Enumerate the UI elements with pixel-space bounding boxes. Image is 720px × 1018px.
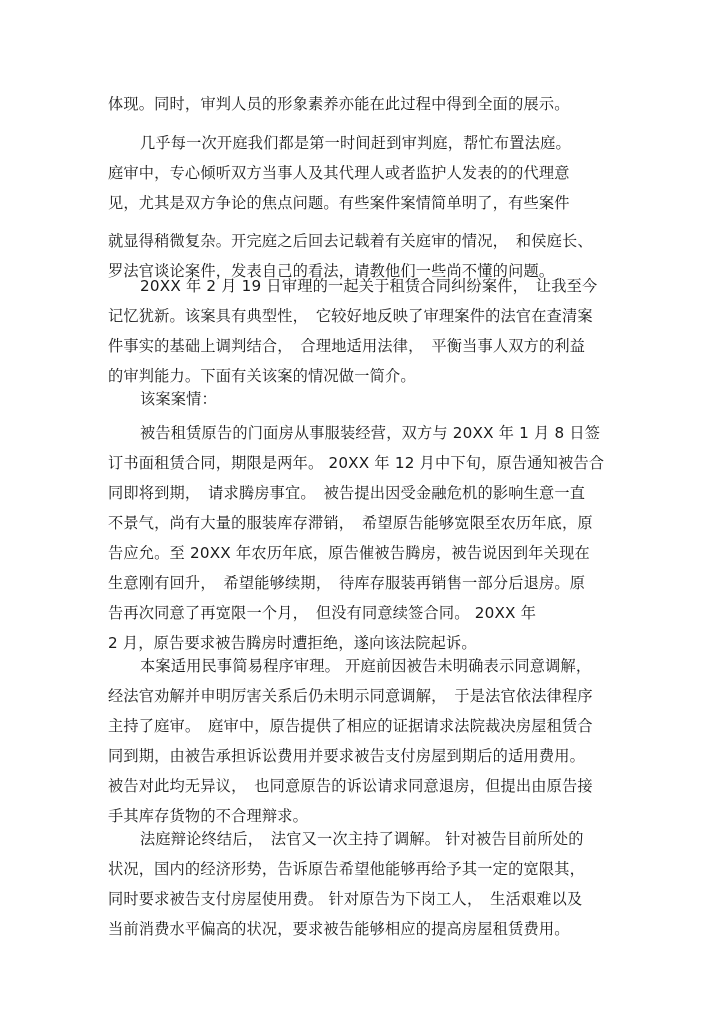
text-line: 2 月，原告要求被告腾房时遭拒绝，遂向该法院起诉。 — [108, 634, 477, 652]
text-line: 同到期，由被告承担诉讼费用并要求被告支付房屋到期后的适用费用。 — [108, 747, 586, 765]
text-line: 记忆犹新。该案具有典型性， 它较好地反映了审理案件的法官在查清案 — [108, 307, 593, 325]
text-line: 主持了庭审。 庭审中，原告提供了相应的证据请求法院裁决房屋租赁合 — [108, 717, 593, 735]
text-line: 经法官劝解并申明厉害关系后仍未明示同意调解， 于是法官依法律程序 — [108, 687, 593, 705]
text-line: 当前消费水平偏高的状况，要求被告能够相应的提高房屋租赁费用。 — [108, 920, 570, 938]
text-line: 告应允。至 20XX 年农历年底，原告催被告腾房，被告说因到年关现在 — [108, 544, 590, 562]
paragraph-2 — [108, 128, 628, 286]
text-line: 本案适用民事简易程序审理。 开庭前因被告未明确表示同意调解， — [140, 657, 592, 675]
text-line: 同时要求被告支付房屋使用费。 针对原告为下岗工人， 生活艰难以及 — [108, 890, 583, 908]
text-line: 同即将到期， 请求腾房事宜。 被告提出因受金融危机的影响生意一直 — [108, 484, 586, 502]
text-line: 订书面租赁合同，期限是两年。 20XX 年 12 月中下旬，原告通知被告合 — [108, 454, 605, 472]
text-line: 件事实的基础上调判结合， 合理地适用法律， 平衡当事人双方的利益 — [108, 337, 586, 355]
text-line: 体现。同时，审判人员的形象素养亦能在此过程中得到全面的展示。 — [108, 95, 570, 113]
text-line: 状况，国内的经济形势，告诉原告希望他能够再给予其一定的宽限其， — [108, 860, 586, 878]
text-line: 见，尤其是双方争论的焦点问题。有些案件案情简单明了，有些案件 — [108, 194, 570, 212]
paragraph-4 — [108, 384, 628, 414]
text-line: 告再次同意了再宽限一个月， 但没有同意续签合同。 20XX 年 — [108, 604, 537, 622]
text-line: 的审判能力。下面有关该案的情况做一简介。 — [108, 367, 416, 385]
text-line: 庭审中，专心倾听双方当事人及其代理人或者监护人发表的的代理意 — [108, 164, 570, 182]
text-line: 不景气，尚有大量的服装库存滞销， 希望原告能够宽限至农历年底，原 — [108, 514, 593, 532]
paragraph-3 — [108, 271, 628, 391]
text-line: 几乎每一次开庭我们都是第一时间赶到审判庭，帮忙布置法庭。 — [140, 134, 571, 152]
text-line: 生意刚有回升， 希望能够续期， 待库存服装再销售一部分后退房。原 — [108, 574, 586, 592]
text-line: 罗法官谈论案件，发表自己的看法，请教他们一些尚不懂的问题。 — [108, 262, 555, 280]
text-line: 就显得稍微复杂。开完庭之后回去记载着有关庭审的情况， 和侯庭长、 — [108, 232, 593, 250]
paragraph-6 — [108, 651, 628, 831]
text-line: 手其库存货物的不合理辩求。 — [108, 807, 309, 825]
text-line: 被告对此均无异议， 也同意原告的诉讼请求同意退房，但提出由原告接 — [108, 777, 593, 795]
text-line: 20XX 年 2 月 19 日审理的一起关于租赁合同纠纷案件， 让我至今 — [140, 277, 598, 295]
text-line: 被告租赁原告的门面房从事服装经营，双方与 20XX 年 1 月 8 日签 — [140, 424, 601, 442]
paragraph-1 — [108, 89, 628, 119]
text-line: 法庭辩论终结后， 法官又一次主持了调解。 针对被告目前所处的 — [140, 830, 584, 848]
paragraph-5 — [108, 418, 628, 658]
text-line: 该案案情： — [140, 390, 217, 408]
paragraph-7 — [108, 824, 628, 944]
